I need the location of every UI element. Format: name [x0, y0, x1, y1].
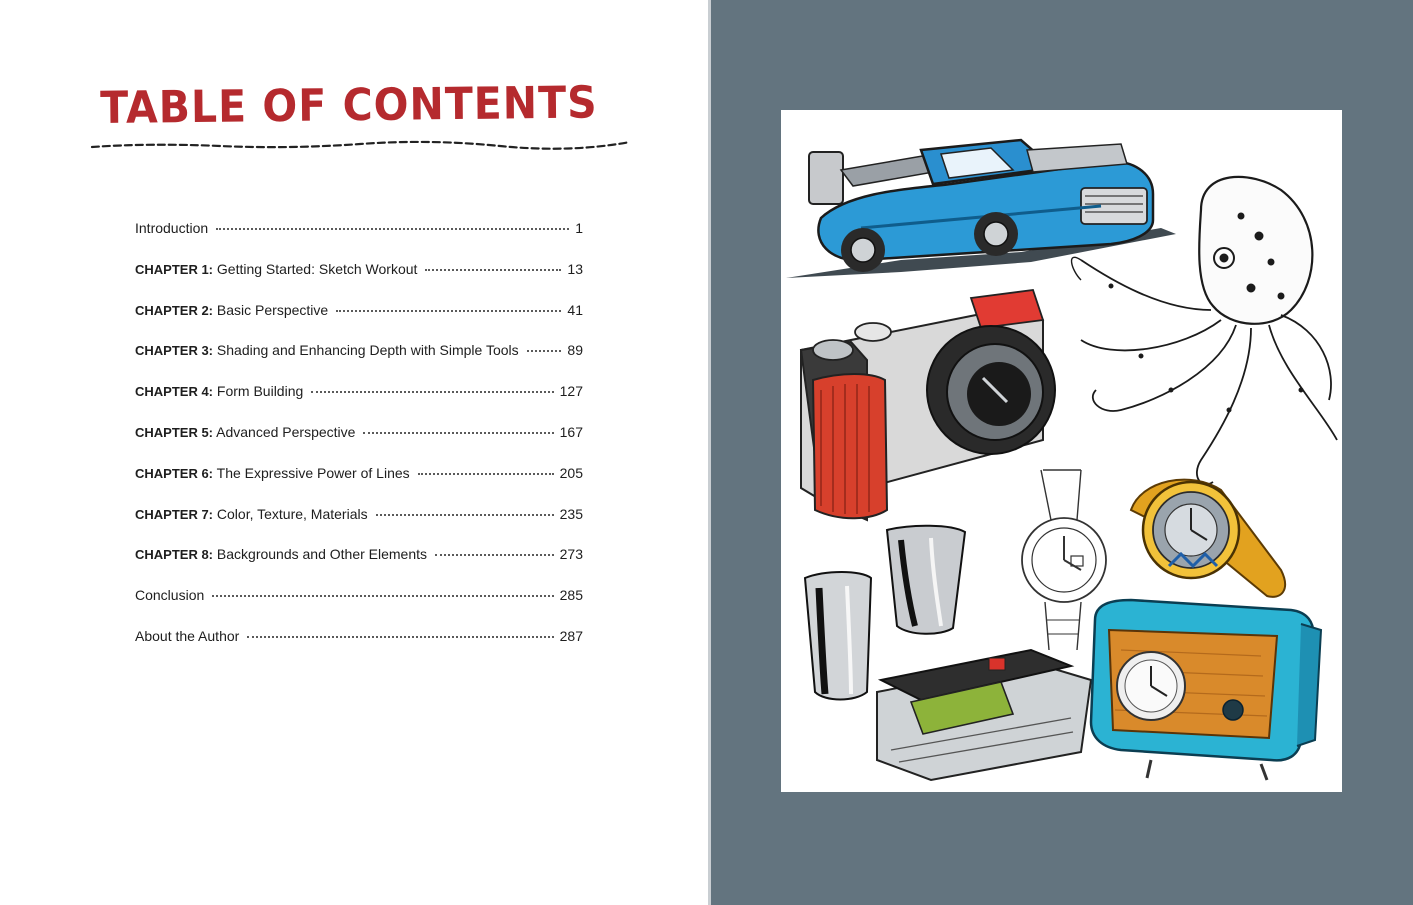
toc-entry-title: The Expressive Power of Lines: [216, 464, 410, 481]
toc-entry-label: [135, 546, 427, 562]
toc-page-number: 287: [559, 627, 583, 644]
camera-sketch: [801, 290, 1055, 520]
dashed-rule: [90, 138, 632, 152]
toc-page-number: 89: [567, 342, 583, 359]
sketch-illustration-panel: [781, 110, 1342, 792]
toc-page-number: 13: [567, 260, 583, 277]
toc-entry-conclusion[interactable]: [135, 587, 583, 628]
dot-leader: [247, 636, 553, 638]
toc-entry-chapter-4[interactable]: [135, 383, 583, 424]
sketch-illustration: [781, 110, 1342, 792]
toc-chapter-number: CHAPTER 3:: [135, 343, 214, 359]
toc-entry-chapter-6[interactable]: [135, 465, 583, 506]
hot-rod-truck-sketch: [786, 140, 1176, 278]
toc-entry-label: [135, 383, 303, 399]
dot-leader: [435, 554, 554, 556]
toc-chapter-number: CHAPTER 8:: [135, 547, 214, 563]
toc-entry-label: [135, 342, 519, 358]
toc-entry-title: Shading and Enhancing Depth with Simple Tools: [216, 342, 519, 359]
toc-entry-introduction[interactable]: [135, 220, 583, 261]
toc-entry-label: [135, 628, 239, 644]
toc-page-number: 41: [567, 301, 583, 318]
toc-entry-title: Introduction: [135, 220, 209, 236]
toc-page-number: 1: [575, 220, 583, 236]
toc-chapter-number: CHAPTER 7:: [135, 506, 214, 522]
toc-chapter-number: CHAPTER 6:: [135, 465, 214, 481]
toc-entry-chapter-3[interactable]: [135, 342, 583, 383]
toc-entry-title: Getting Started: Sketch Workout: [216, 260, 418, 277]
dot-leader: [418, 473, 554, 475]
toc-chapter-number: CHAPTER 2:: [135, 302, 214, 318]
toc-entry-label: [135, 424, 355, 440]
toc-entry-label: [135, 587, 204, 603]
toc-chapter-number: CHAPTER 1:: [135, 261, 214, 277]
toc-entry-title: Advanced Perspective: [216, 423, 356, 440]
dot-leader: [216, 228, 569, 230]
toc-entry-chapter-5[interactable]: [135, 424, 583, 465]
toc-entry-label: [135, 220, 208, 236]
toc-entry-label: [135, 261, 417, 277]
toc-entry-title: Color, Texture, Materials: [216, 505, 368, 522]
dot-leader: [311, 391, 553, 393]
gold-wristwatch-sketch: [1131, 480, 1285, 597]
chrome-glass-sketch: [805, 572, 871, 700]
dot-leader: [212, 595, 553, 597]
dot-leader: [363, 432, 553, 434]
cassette-device-sketch: [877, 650, 1091, 780]
toc-entry-label: [135, 465, 410, 481]
toc-page-number: 273: [559, 546, 583, 563]
toc-entry-chapter-2[interactable]: [135, 302, 583, 343]
toc-page-number: 167: [559, 423, 583, 440]
toc-chapter-number: CHAPTER 4:: [135, 384, 214, 400]
toc-page-number: 127: [559, 383, 583, 400]
toc-entry-title: Backgrounds and Other Elements: [216, 546, 428, 563]
toc-page-number: 235: [559, 505, 583, 522]
toc-chapter-number: CHAPTER 5:: [135, 424, 214, 440]
toc-entry-chapter-7[interactable]: [135, 506, 583, 547]
toc-entry-label: [135, 302, 328, 318]
toc-page-number: 285: [559, 587, 583, 604]
dot-leader: [425, 269, 561, 271]
toc-entry-title: Basic Perspective: [216, 301, 329, 318]
toc-entry-label: [135, 506, 368, 522]
dot-leader: [376, 514, 554, 516]
toc-title: TABLE OF CONTENTS: [100, 76, 598, 134]
dot-leader: [336, 310, 561, 312]
toc-entry-about-the-author[interactable]: [135, 628, 583, 669]
toc-entry-title: Conclusion: [135, 587, 205, 604]
retro-radio-clock-sketch: [1091, 600, 1321, 780]
toc-list: [135, 220, 583, 669]
wristwatch-sketch: [1022, 470, 1106, 650]
toc-entry-chapter-8[interactable]: [135, 546, 583, 587]
dot-leader: [527, 350, 562, 352]
toc-entry-title: About the Author: [135, 627, 240, 644]
toc-page-number: 205: [559, 464, 583, 481]
chrome-cup-sketch: [887, 526, 965, 634]
toc-entry-title: Form Building: [216, 383, 304, 400]
toc-entry-chapter-1[interactable]: [135, 261, 583, 302]
